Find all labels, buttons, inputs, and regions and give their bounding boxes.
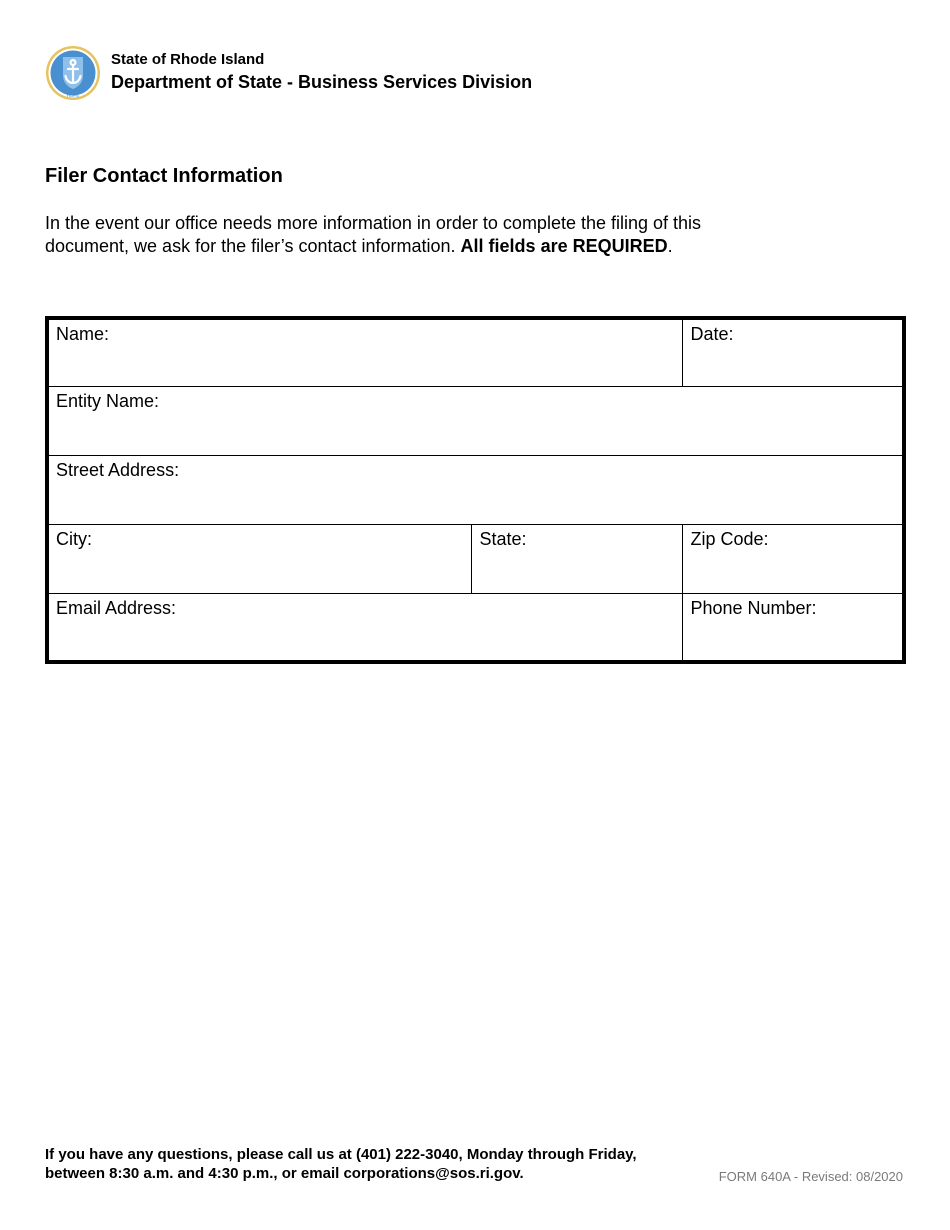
date-field[interactable]	[683, 318, 904, 387]
intro-end: .	[667, 236, 673, 256]
name-label: Name:	[56, 324, 110, 344]
seal-motto: HOPE	[66, 93, 80, 98]
state-name: State of Rhode Island	[111, 51, 265, 68]
department-name: Department of State - Business Services Division	[111, 72, 533, 92]
contact-note-line-2: between 8:30 a.m. and 4:30 p.m., or email corporations@sos.ri.gov.	[45, 1165, 524, 1182]
agency-header	[111, 51, 532, 93]
city-label: City:	[56, 528, 92, 549]
street-address-label: Street Address:	[56, 460, 180, 481]
zip-code-field[interactable]	[683, 524, 904, 593]
email-address-label: Email Address:	[56, 597, 177, 618]
state-field[interactable]	[472, 524, 683, 593]
phone-number-label: Phone Number:	[690, 597, 817, 618]
intro-paragraph	[45, 212, 765, 258]
street-address-field[interactable]	[47, 456, 904, 525]
state-seal-logo	[45, 45, 101, 101]
contact-note	[45, 1145, 637, 1183]
entity-name-field[interactable]	[47, 387, 904, 456]
required-note: All fields are REQUIRED	[460, 236, 668, 256]
contact-form-table	[45, 316, 906, 664]
intro-text: In the event our office needs more information in order to complete the filing of this document, we ask for the filer’s contact information.	[45, 213, 702, 256]
form-revision-id: FORM 640A - Revised: 08/2020	[718, 1169, 903, 1184]
city-field[interactable]	[47, 524, 472, 593]
zip-code-label: Zip Code:	[690, 528, 769, 549]
state-label: State:	[479, 528, 527, 549]
contact-note-line-1: If you have any questions, please call us at (401) 222-3040, Monday through Friday,	[45, 1146, 637, 1163]
name-field[interactable]	[47, 318, 683, 387]
entity-name-label: Entity Name:	[56, 391, 160, 412]
phone-number-field[interactable]	[683, 593, 904, 662]
email-address-field[interactable]	[47, 593, 683, 662]
date-label: Date:	[690, 324, 734, 344]
page-title: Filer Contact Information	[45, 165, 283, 187]
